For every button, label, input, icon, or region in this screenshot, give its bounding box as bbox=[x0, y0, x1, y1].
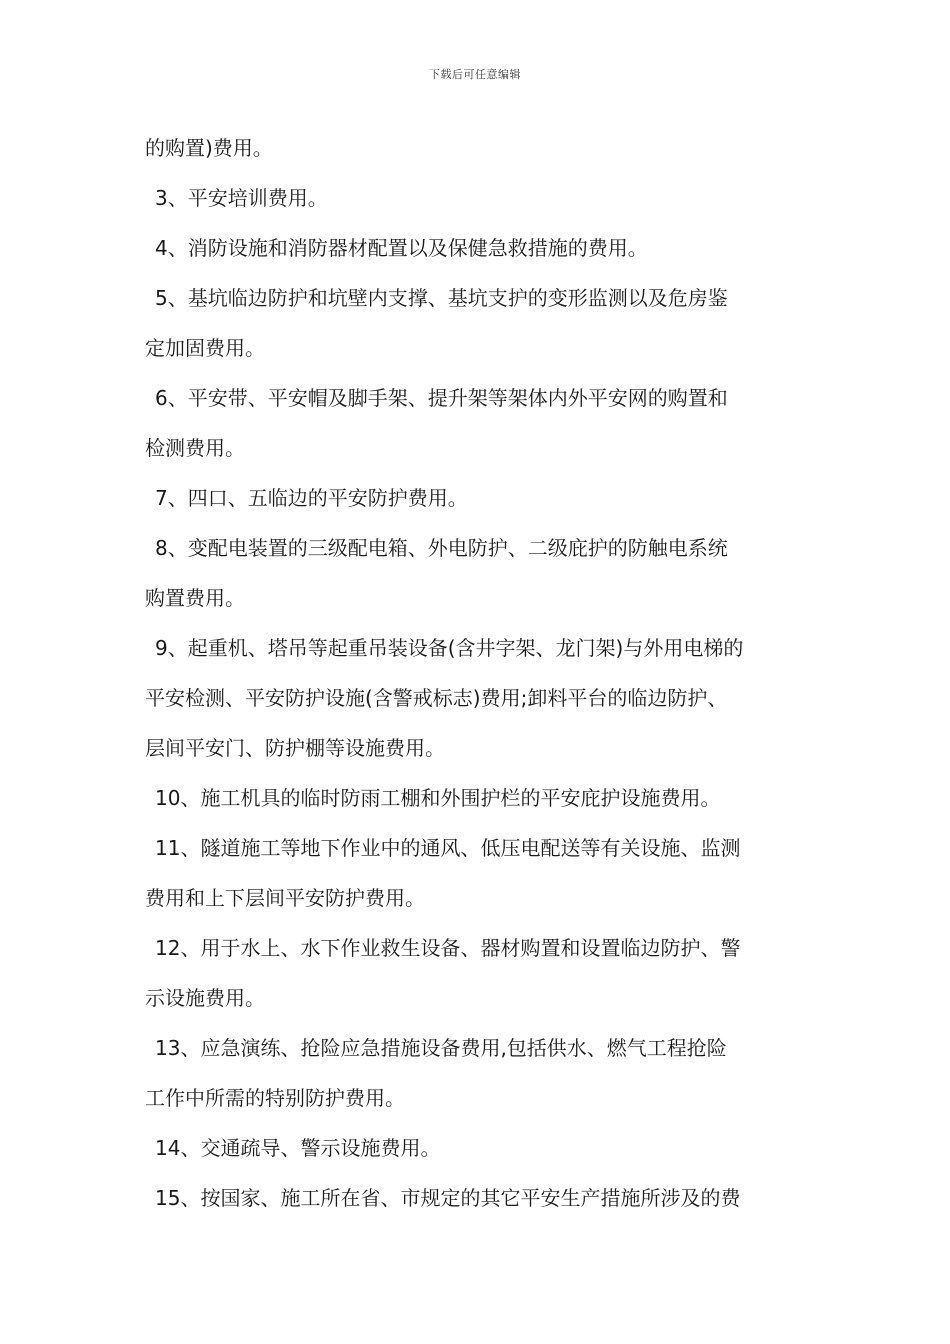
document-body bbox=[145, 126, 815, 1226]
text-line: 示设施费用。 bbox=[145, 986, 265, 1010]
text-line: 平安检测、平安防护设施(含警戒标志)费用;卸料平台的临边防护、 bbox=[145, 686, 728, 710]
text-line: 定加固费用。 bbox=[145, 336, 265, 360]
text-line: 10、施工机具的临时防雨工棚和外围护栏的平安庇护设施费用。 bbox=[155, 786, 721, 810]
page-header: 下载后可任意编辑 bbox=[429, 68, 521, 81]
text-line: 工作中所需的特别防护费用。 bbox=[145, 1086, 405, 1110]
text-line: 13、应急演练、抢险应急措施设备费用,包括供水、燃气工程抢险 bbox=[155, 1036, 727, 1060]
text-line: 7、四口、五临边的平安防护费用。 bbox=[155, 486, 468, 510]
text-line: 11、隧道施工等地下作业中的通风、低压电配送等有关设施、监测 bbox=[155, 836, 741, 860]
text-line: 购置费用。 bbox=[145, 586, 245, 610]
text-line: 3、平安培训费用。 bbox=[155, 186, 328, 210]
text-line: 4、消防设施和消防器材配置以及保健急救措施的费用。 bbox=[155, 236, 648, 260]
text-line: 6、平安带、平安帽及脚手架、提升架等架体内外平安网的购置和 bbox=[155, 386, 728, 410]
text-line: 9、起重机、塔吊等起重吊装设备(含井字架、龙门架)与外用电梯的 bbox=[155, 636, 744, 660]
text-line: 层间平安门、防护棚等设施费用。 bbox=[145, 736, 445, 760]
text-line: 14、交通疏导、警示设施费用。 bbox=[155, 1136, 441, 1160]
text-line: 5、基坑临边防护和坑壁内支撑、基坑支护的变形监测以及危房鉴 bbox=[155, 286, 728, 310]
text-line: 的购置)费用。 bbox=[145, 136, 273, 160]
text-line: 12、用于水上、水下作业救生设备、器材购置和设置临边防护、警 bbox=[155, 936, 741, 960]
text-line: 15、按国家、施工所在省、市规定的其它平安生产措施所涉及的费 bbox=[155, 1186, 741, 1210]
text-line: 费用和上下层间平安防护费用。 bbox=[145, 886, 425, 910]
text-line: 8、变配电装置的三级配电箱、外电防护、二级庇护的防触电系统 bbox=[155, 536, 728, 560]
text-line: 检测费用。 bbox=[145, 436, 245, 460]
